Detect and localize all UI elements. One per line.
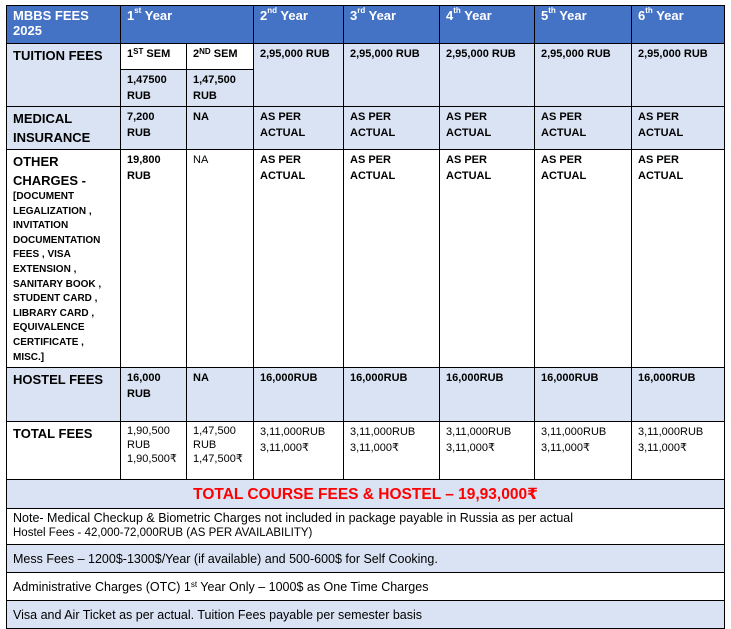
sem-2-header: 2ND SEM (187, 44, 254, 70)
other-year-4: AS PER ACTUAL (440, 150, 535, 368)
total-sem-2: 1,47,500 RUB 1,47,500₹ (187, 422, 254, 480)
total-year-6: 3,11,000RUB 3,11,000₹ (632, 422, 725, 480)
other-year-5: AS PER ACTUAL (535, 150, 632, 368)
other-year-6: AS PER ACTUAL (632, 150, 725, 368)
year-3-header: 3rd Year (344, 6, 440, 44)
medical-year-4: AS PER ACTUAL (440, 107, 535, 150)
total-year-4: 3,11,000RUB 3,11,000₹ (440, 422, 535, 480)
other-sem-2: NA (187, 150, 254, 368)
tuition-year-6: 2,95,000 RUB (632, 44, 725, 107)
notes-medical-hostel (7, 509, 725, 545)
note-row-1 (7, 509, 725, 545)
tuition-year-4: 2,95,000 RUB (440, 44, 535, 107)
hostel-year-6: 16,000RUB (632, 368, 725, 422)
tuition-sem-2-value: 1,47,500 RUB (187, 70, 254, 107)
total-fees-row (7, 422, 725, 480)
hostel-row (7, 368, 725, 422)
medical-row (7, 107, 725, 150)
other-year-2: AS PER ACTUAL (254, 150, 344, 368)
medical-label: MEDICAL INSURANCE (7, 107, 121, 150)
total-fees-label: TOTAL FEES (7, 422, 121, 480)
hostel-sem-1: 16,000 RUB (121, 368, 187, 422)
note-row-2 (7, 545, 725, 573)
other-sem-1: 19,800 RUB (121, 150, 187, 368)
tuition-sem-1-value: 1,47500 RUB (121, 70, 187, 107)
year-1-header: 1st Year (121, 6, 254, 44)
other-year-3: AS PER ACTUAL (344, 150, 440, 368)
hostel-year-2: 16,000RUB (254, 368, 344, 422)
program-title-line-1: MBBS FEES (13, 8, 89, 23)
year-4-header: 4th Year (440, 6, 535, 44)
other-charges-details: [DOCUMENT LEGALIZATION , INVITATION DOCUMENTATION FEES , VISA EXTENSION , SANITARY BOOK , STUDENT CARD , LIBRARY CARD , EQUIVALENCE CERTIFICATE , MISC.] (13, 191, 102, 363)
tuition-label: TUITION FEES (7, 44, 121, 107)
program-title-cell (7, 6, 121, 44)
medical-note: Note- Medical Checkup & Biometric Charges not included in package payable in Russia as per actual (13, 511, 574, 526)
total-course-fees: TOTAL COURSE FEES & HOSTEL – 19,93,000₹ (7, 480, 725, 509)
total-year-5: 3,11,000RUB 3,11,000₹ (535, 422, 632, 480)
medical-sem-2: NA (187, 107, 254, 150)
total-year-2: 3,11,000RUB 3,11,000₹ (254, 422, 344, 480)
sem-1-header: 1ST SEM (121, 44, 187, 70)
hostel-year-4: 16,000RUB (440, 368, 535, 422)
year-2-header: 2nd Year (254, 6, 344, 44)
fees-table (6, 5, 725, 629)
medical-year-2: AS PER ACTUAL (254, 107, 344, 150)
hostel-year-5: 16,000RUB (535, 368, 632, 422)
medical-sem-1: 7,200 RUB (121, 107, 187, 150)
total-course-row (7, 480, 725, 509)
mess-note: Mess Fees – 1200$-1300$/Year (if available) and 500-600$ for Self Cooking. (7, 545, 725, 573)
tuition-year-2: 2,95,000 RUB (254, 44, 344, 107)
visa-note: Visa and Air Ticket as per actual. Tuition Fees payable per semester basis (7, 601, 725, 629)
hostel-note: Hostel Fees - 42,000-72,000RUB (AS PER AVAILABILITY) (13, 527, 313, 540)
year-5-header: 5th Year (535, 6, 632, 44)
total-sem-1: 1,90,500 RUB 1,90,500₹ (121, 422, 187, 480)
medical-year-5: AS PER ACTUAL (535, 107, 632, 150)
tuition-row (7, 44, 725, 70)
total-year-3: 3,11,000RUB 3,11,000₹ (344, 422, 440, 480)
year-6-header: 6th Year (632, 6, 725, 44)
note-row-4 (7, 601, 725, 629)
program-title-line-2: 2025 (13, 23, 42, 38)
medical-year-6: AS PER ACTUAL (632, 107, 725, 150)
tuition-year-5: 2,95,000 RUB (535, 44, 632, 107)
other-charges-label: OTHER CHARGES - [DOCUMENT LEGALIZATION , INVITATION DOCUMENTATION FEES , VISA EXTENSION , SANITARY BOOK , STUDENT CARD , LIBRARY CARD , EQUIVALENCE CERTIFICATE , MISC.] (7, 150, 121, 368)
hostel-label: HOSTEL FEES (7, 368, 121, 422)
tuition-year-3: 2,95,000 RUB (344, 44, 440, 107)
medical-year-3: AS PER ACTUAL (344, 107, 440, 150)
note-row-3 (7, 573, 725, 601)
hostel-sem-2: NA (187, 368, 254, 422)
hostel-year-3: 16,000RUB (344, 368, 440, 422)
other-charges-row (7, 150, 725, 368)
header-row (7, 6, 725, 44)
admin-note: Administrative Charges (OTC) 1st Year Only – 1000$ as One Time Charges (7, 573, 725, 601)
